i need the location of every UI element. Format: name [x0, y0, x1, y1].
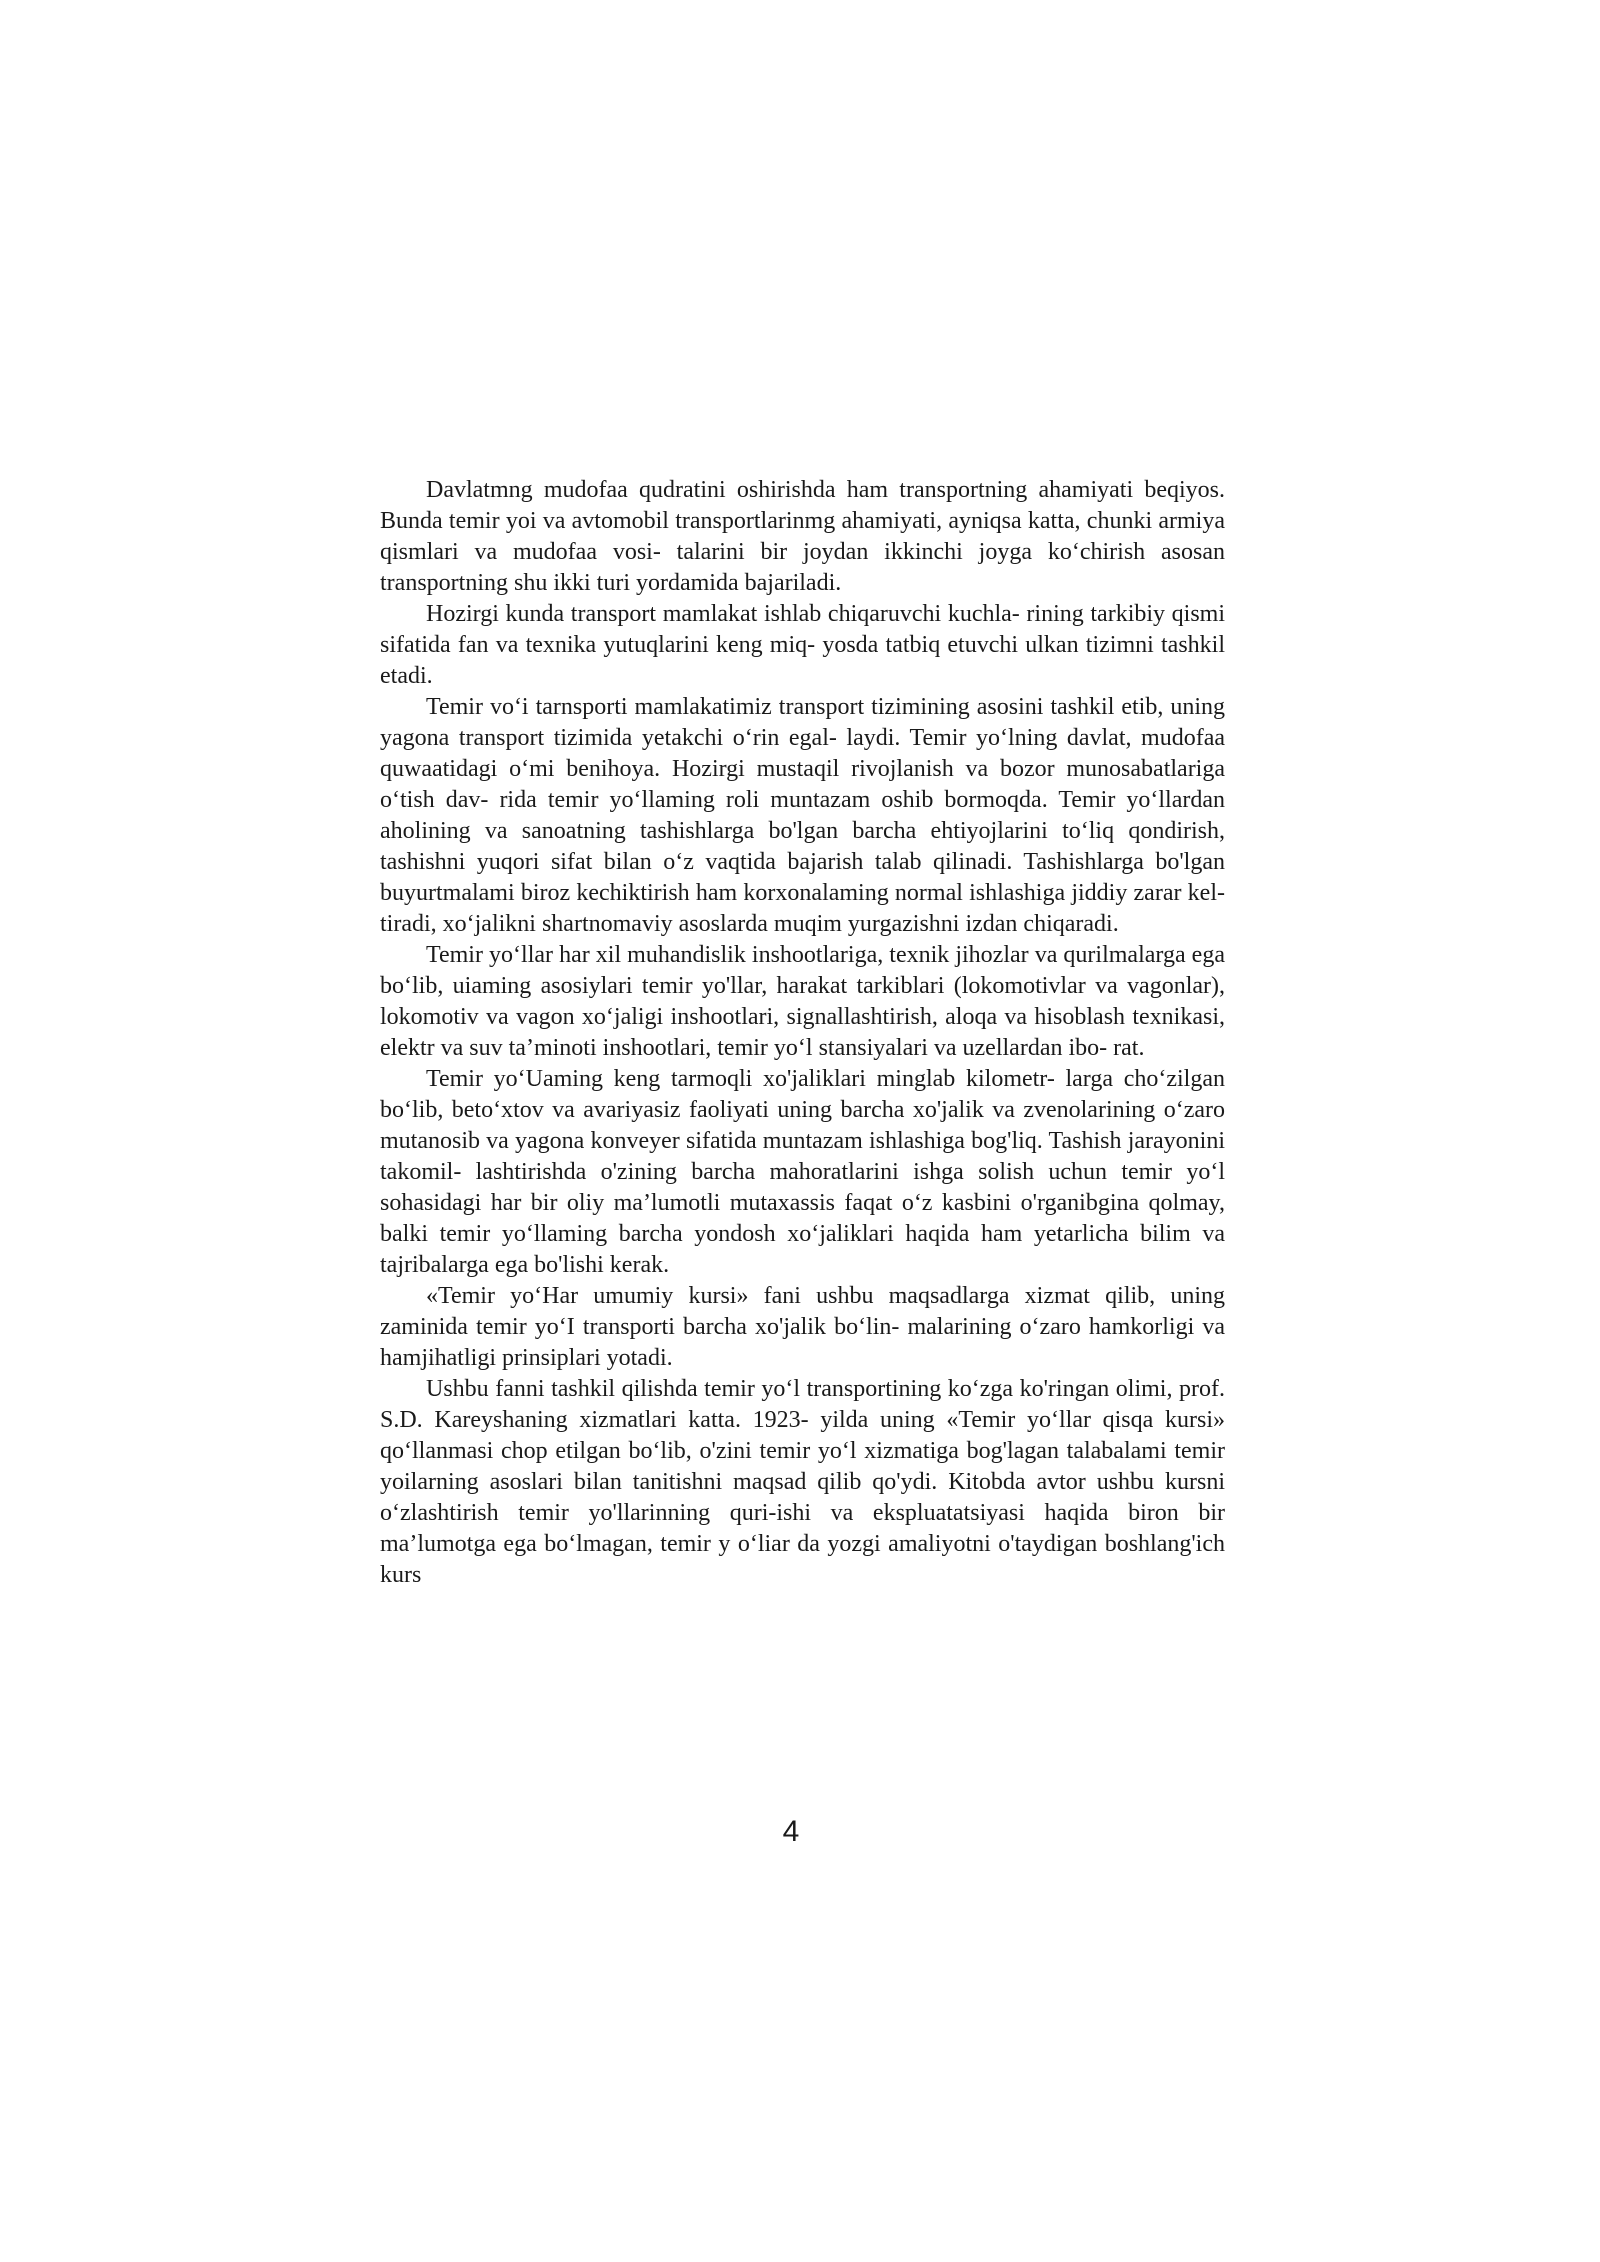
paragraph-2: Hozirgi kunda transport mamlakat ishlab chiqaruvchi kuchla- rining tarkibiy qismi sifatida fan va texnika yutuqlarini keng miq- yosda tatbiq etuvchi ulkan tizimni tashkil etadi. [380, 601, 1225, 689]
paragraph-7: Ushbu fanni tashkil qilishda temir yo‘l transportining ko‘zga ko'ringan olimi, prof. S.D. Kareyshaning xizmatlari katta. 1923- yilda uning «Temir yo‘llar qisqa kursi» qo‘llanmasi chop etilgan bo‘lib, o'zini temir yo‘l xizmatiga bog'lagan talabalami temir yoilarning asoslari bilan tanitishni maqsad qilib qo'ydi. Kitobda avtor ushbu kursni o‘zlashtirish temir yo'llarinning quri-ishi va ekspluatatsiyasi haqida biron bir ma’lumotga ega bo‘lmagan, temir y o‘liar da yozgi amaliyotni o'taydigan boshlang'ich kurs [380, 1376, 1225, 1588]
paragraph-3: Temir vo‘i tarnsporti mamlakatimiz transport tizimining asosini tashkil etib, uning yagona transport tizimida yetakchi o‘rin egal- laydi. Temir yo‘lning davlat, mudofaa quwaatidagi o‘mi benihoya. Hozirgi mustaqil rivojlanish va bozor munosabatlariga o‘tish dav- rida temir yo‘llaming roli muntazam oshib bormoqda. Temir yo‘llardan aholining va sanoatning tashishlarga bo'lgan barcha ehtiyojlarini to‘liq qondirish, tashishni yuqori sifat bilan o‘z vaqtida bajarish talab qilinadi. Tashishlarga bo'lgan buyurtmalami biroz kechiktirish ham korxonalaming normal ishlashiga jiddiy zarar kel- tiradi, xo‘jalikni shartnomaviy asoslarda muqim yurgazishni izdan chiqaradi. [380, 694, 1225, 937]
paragraph-6: «Temir yo‘Har umumiy kursi» fani ushbu maqsadlarga xizmat qilib, uning zaminida temir yo‘I transporti barcha xo'jalik bo‘lin- malarining o‘zaro hamkorligi va hamjihatligi prinsiplari yotadi. [380, 1283, 1225, 1371]
paragraph-1: Davlatmng mudofaa qudratini oshirishda ham transportning ahamiyati beqiyos. Bunda temir yoi va avtomobil transportlarinmg ahamiyati, ayniqsa katta, chunki armiya qismlari va mudofaa vosi- talarini bir joydan ikkinchi joyga ko‘chirish asosan transportning shu ikki turi yordamida bajariladi. [380, 477, 1225, 596]
paragraph-4: Temir yo‘llar har xil muhandislik inshootlariga, texnik jihozlar va qurilmalarga ega bo‘lib, uiaming asosiylari temir yo'llar, harakat tarkiblari (lokomotivlar va vagonlar), lokomotiv va vagon xo‘jaligi inshootlari, signallashtirish, aloqa va hisoblash texnikasi, elektr va suv ta’minoti inshootlari, temir yo‘l stansiyalari va uzellardan ibo- rat. [380, 942, 1225, 1061]
body-text [380, 475, 1225, 1591]
paragraph-5: Temir yo‘Uaming keng tarmoqli xo'jaliklari minglab kilometr- larga cho‘zilgan bo‘lib, beto‘xtov va avariyasiz faoliyati uning barcha xo'jalik va zvenolarining o‘zaro mutanosib va yagona konveyer sifatida muntazam ishlashiga bog'liq. Tashish jarayonini takomil- lashtirishda o'zining barcha mahoratlarini ishga solish uchun temir yo‘l sohasidagi har bir oliy ma’lumotli mutaxassis faqat o‘z kasbini o'rganibgina qolmay, balki temir yo‘llaming barcha yondosh xo‘jaliklari haqida ham yetarlicha bilim va tajribalarga ega bo'lishi kerak. [380, 1066, 1225, 1278]
page-number: 4 [782, 1815, 800, 1848]
